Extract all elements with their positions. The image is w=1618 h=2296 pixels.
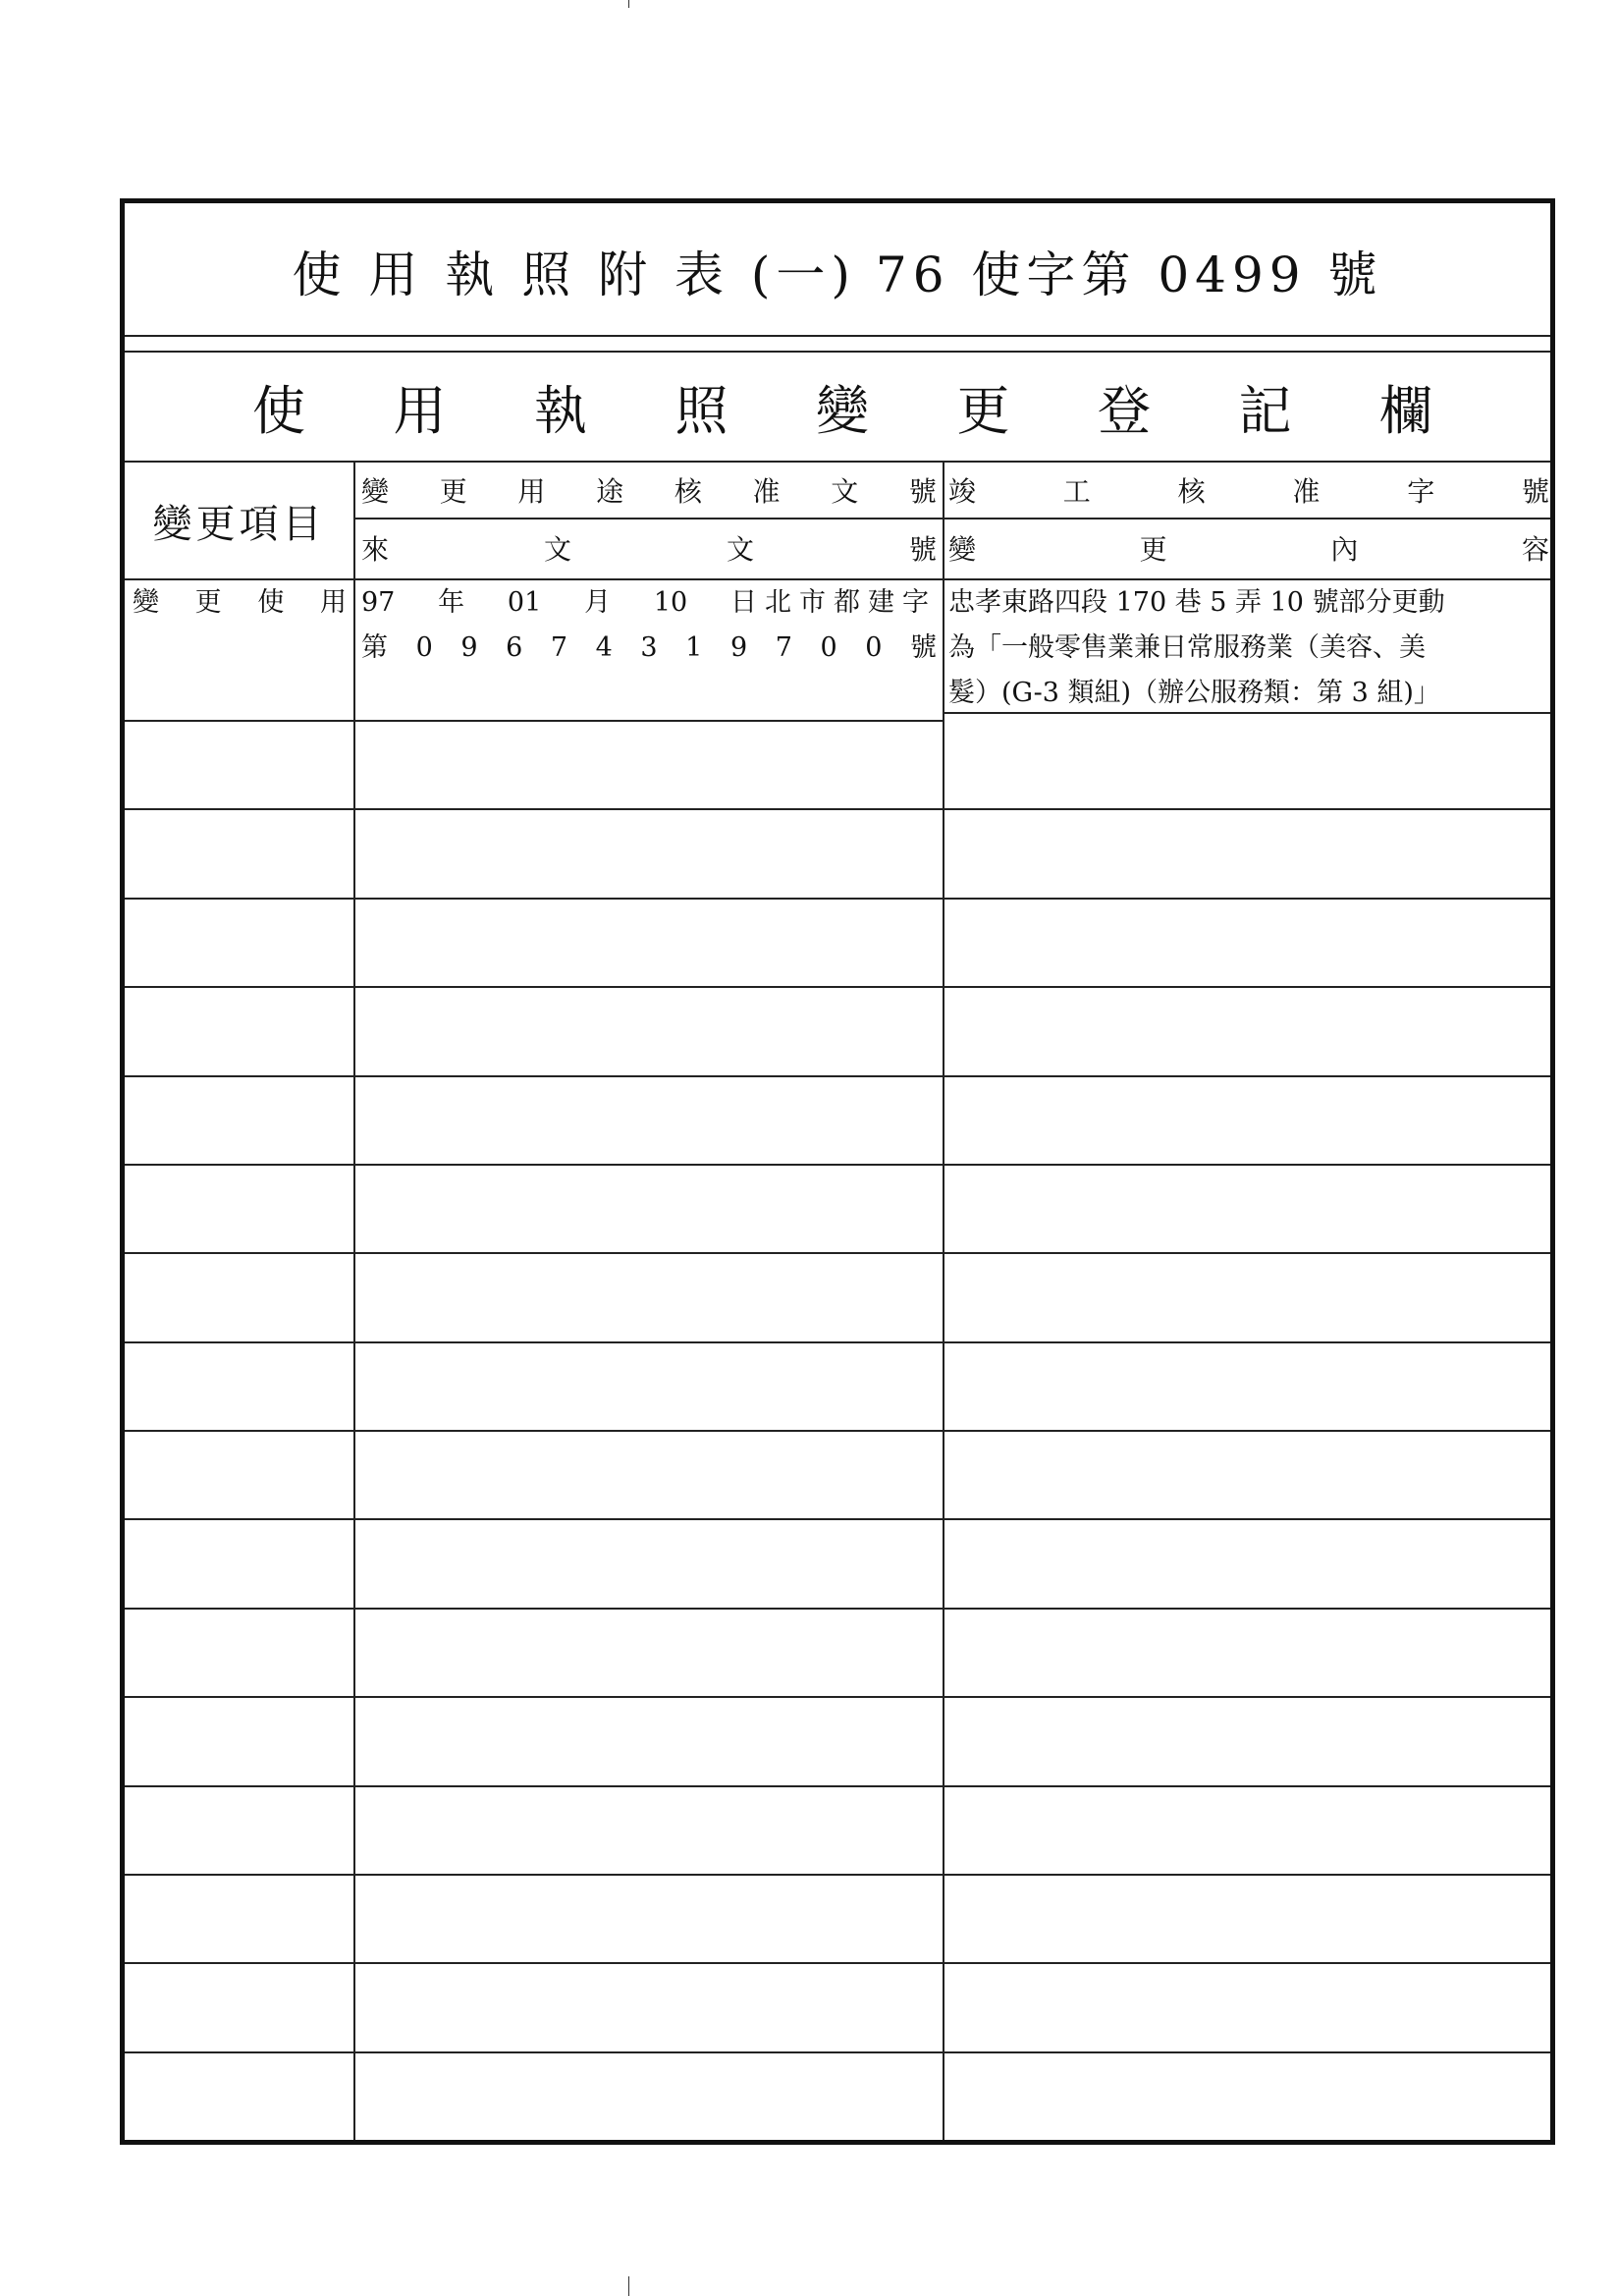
blank-row-divider bbox=[125, 2051, 1550, 2053]
header-char: 准 bbox=[752, 475, 781, 508]
form-title-name: 使 用 執 照 附 表 (一) bbox=[292, 246, 856, 303]
blank-row-divider bbox=[125, 1785, 1550, 1787]
doc-token: 號 bbox=[910, 632, 937, 663]
header-char: 核 bbox=[1177, 475, 1206, 508]
heading-char: 欄 bbox=[1379, 379, 1432, 442]
header-char: 准 bbox=[1292, 475, 1321, 508]
content-line bbox=[948, 671, 1549, 716]
doc-token: 6 bbox=[506, 632, 523, 663]
header-char: 來 bbox=[361, 533, 390, 566]
entry-change-content bbox=[946, 580, 1551, 720]
doc-token: 第 bbox=[361, 632, 388, 663]
doc-token: 7 bbox=[550, 632, 568, 663]
heading-char: 照 bbox=[674, 379, 728, 442]
entry-item-char: 用 bbox=[319, 587, 347, 618]
header-char: 更 bbox=[439, 475, 467, 508]
header-char: 號 bbox=[908, 475, 937, 508]
header-change-item bbox=[125, 461, 353, 580]
entry-item-char: 使 bbox=[257, 587, 285, 618]
blank-row-divider bbox=[125, 1164, 1550, 1166]
form-title bbox=[125, 203, 1550, 339]
blank-row-divider bbox=[125, 1075, 1550, 1077]
content-line bbox=[948, 626, 1549, 671]
header-char: 字 bbox=[1407, 475, 1435, 508]
header-char: 容 bbox=[1521, 533, 1549, 566]
header-char: 工 bbox=[1062, 475, 1091, 508]
registration-table bbox=[120, 198, 1555, 2145]
doc-token: 4 bbox=[595, 632, 613, 663]
doc-token: 月 bbox=[584, 587, 612, 618]
blank-row-divider bbox=[125, 1430, 1550, 1432]
blank-row-divider bbox=[125, 1874, 1550, 1876]
blank-row-divider bbox=[125, 986, 1550, 988]
scan-tick-top bbox=[628, 0, 629, 8]
heading-char: 登 bbox=[1098, 379, 1151, 442]
entry-doc-line-2 bbox=[361, 626, 937, 671]
header-char: 核 bbox=[674, 475, 702, 508]
blank-row-divider bbox=[125, 1608, 1550, 1610]
blank-row-divider bbox=[125, 1341, 1550, 1343]
entry-item-char: 變 bbox=[133, 587, 159, 618]
blank-row-divider bbox=[125, 1962, 1550, 1964]
header-char: 變 bbox=[361, 475, 390, 508]
header-completion-no bbox=[946, 463, 1551, 518]
doc-token: 0 bbox=[415, 632, 433, 663]
header-char: 途 bbox=[596, 475, 624, 508]
doc-token: 10 bbox=[653, 587, 688, 618]
heading-char: 更 bbox=[956, 379, 1010, 442]
blank-row-divider bbox=[125, 808, 1550, 810]
blank-row-divider bbox=[125, 1252, 1550, 1254]
scan-tick-bottom bbox=[628, 2276, 629, 2296]
doc-token: 01 bbox=[507, 587, 542, 618]
header-char: 文 bbox=[726, 533, 754, 566]
doc-token: 年 bbox=[438, 587, 465, 618]
header-char: 用 bbox=[517, 475, 546, 508]
doc-token: 7 bbox=[775, 632, 792, 663]
header-char: 號 bbox=[908, 533, 937, 566]
entry-item-char: 更 bbox=[194, 587, 222, 618]
entry-doc-line-1 bbox=[361, 580, 937, 626]
title-divider bbox=[125, 335, 1550, 337]
entry-document-no bbox=[357, 580, 941, 675]
entry-item bbox=[131, 580, 349, 626]
form-title-license-no: 76 使字第 0499 號 bbox=[875, 246, 1383, 303]
header-change-content bbox=[946, 519, 1551, 576]
header-char: 變 bbox=[948, 533, 977, 566]
header-char: 文 bbox=[543, 533, 571, 566]
doc-token: 97 bbox=[361, 587, 396, 618]
heading-char: 執 bbox=[534, 379, 587, 442]
doc-token: 1 bbox=[685, 632, 703, 663]
doc-token: 9 bbox=[729, 632, 748, 663]
content-line bbox=[948, 580, 1549, 626]
doc-token: 9 bbox=[460, 632, 478, 663]
heading-char: 使 bbox=[252, 379, 305, 442]
content-line-text: 忠孝東路四段 170 巷 5 弄 10 號部分更動 bbox=[948, 587, 1445, 618]
header-char: 竣 bbox=[948, 475, 977, 508]
heading-char: 記 bbox=[1238, 379, 1292, 442]
header-char: 文 bbox=[831, 475, 859, 508]
doc-token: 0 bbox=[865, 632, 883, 663]
content-underline bbox=[943, 712, 1550, 714]
header-char: 更 bbox=[1139, 533, 1167, 566]
doc-token: 0 bbox=[820, 632, 837, 663]
header-char: 號 bbox=[1521, 475, 1549, 508]
header-char: 內 bbox=[1330, 533, 1359, 566]
header-change-item-label: 變更項目 bbox=[152, 501, 326, 547]
entry-row-divider bbox=[125, 720, 943, 722]
blank-row-divider bbox=[125, 898, 1550, 900]
doc-token: 日北市都建字 bbox=[729, 587, 937, 618]
doc-token: 3 bbox=[640, 632, 658, 663]
content-line-text: 為「一般零售業兼日常服務業（美容、美 bbox=[948, 632, 1426, 663]
content-line-text: 髮）(G-3 類組)（辦公服務類：第 3 組)」 bbox=[948, 678, 1440, 708]
header-approval-no bbox=[357, 463, 941, 518]
blank-row-divider bbox=[125, 1518, 1550, 1520]
section-heading bbox=[125, 353, 1550, 461]
header-incoming-no bbox=[357, 519, 941, 576]
blank-row-divider bbox=[125, 1696, 1550, 1698]
heading-char: 用 bbox=[393, 379, 447, 442]
column-divider-item bbox=[353, 461, 355, 2140]
heading-char: 變 bbox=[816, 379, 869, 442]
